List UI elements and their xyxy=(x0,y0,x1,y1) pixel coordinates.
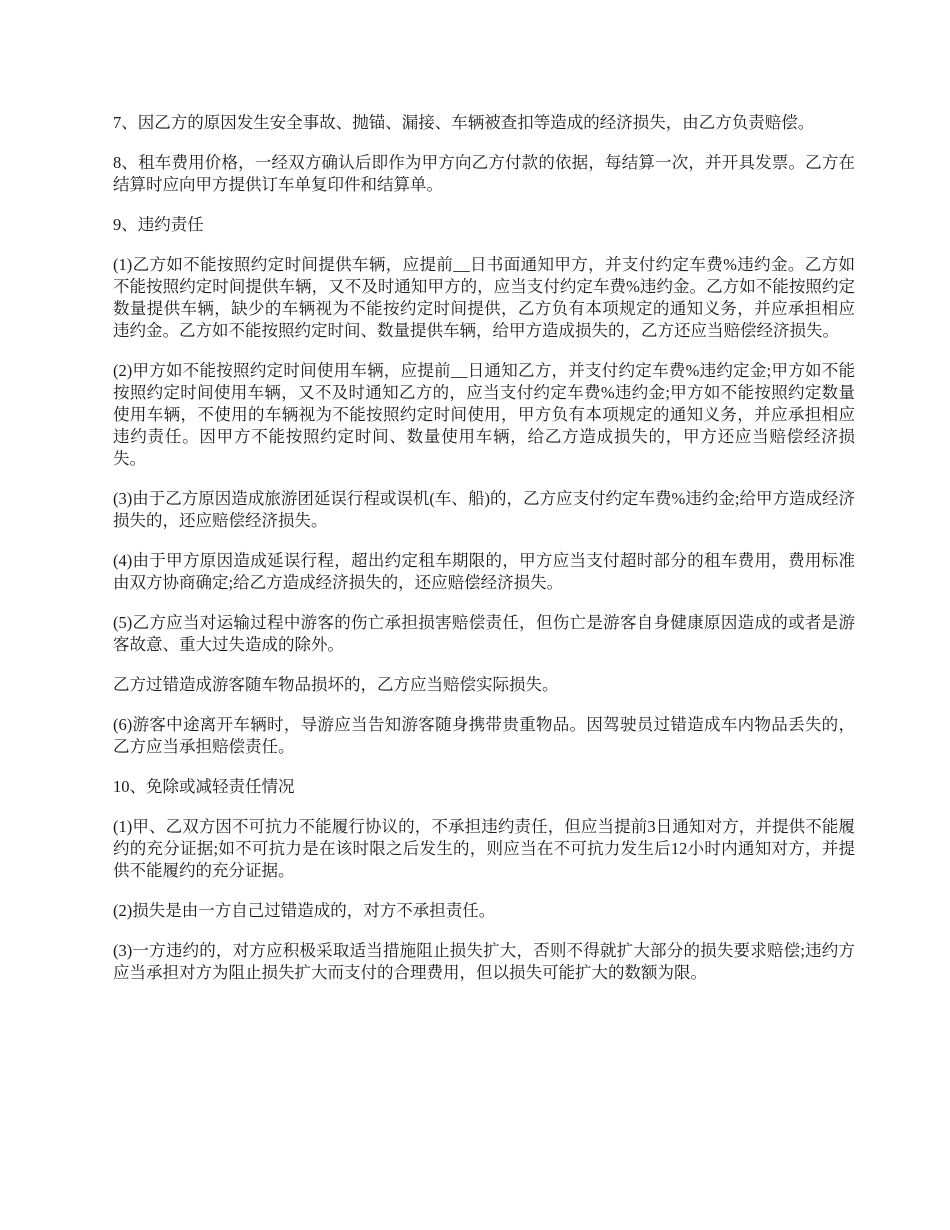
clause-9-2: (2)甲方如不能按照约定时间使用车辆，应提前__日通知乙方，并支付约定车费%违约定金;甲方如不能按照约定时间使用车辆，又不及时通知乙方的，应当支付约定车费%违约金;甲方如不能按照约定数量使用车辆，不使用的车辆视为不能按照约定时间使用，甲方负有本项规定的通知义务，并应承担相应违约责任。因甲方不能按照约定时间、数量使用车辆，给乙方造成损失的，甲方还应当赔偿经济损失。 xyxy=(113,361,855,468)
document-body xyxy=(113,112,855,1002)
clause-8: 8、租车费用价格，一经双方确认后即作为甲方向乙方付款的依据，每结算一次，并开具发票。乙方在结算时应向甲方提供订车单复印件和结算单。 xyxy=(113,153,855,194)
clause-10-1: (1)甲、乙双方因不可抗力不能履行协议的，不承担违约责任，但应当提前3日通知对方，并提供不能履约的充分证据;如不可抗力是在该时限之后发生的，则应当在不可抗力发生后12小时内通知对方，并提供不能履约的充分证据。 xyxy=(113,817,855,880)
clause-9-6: (6)游客中途离开车辆时，导游应当告知游客随身携带贵重物品。因驾驶员过错造成车内物品丢失的，乙方应当承担赔偿责任。 xyxy=(113,715,855,756)
clause-7: 7、因乙方的原因发生安全事故、抛锚、漏接、车辆被查扣等造成的经济损失，由乙方负责赔偿。 xyxy=(113,113,815,132)
clause-9-1: (1)乙方如不能按照约定时间提供车辆，应提前__日书面通知甲方，并支付约定车费%违约金。乙方如不能按照约定时间提供车辆，又不及时通知甲方的，应当支付约定车费%违约金。乙方如不能按照约定数量提供车辆，缺少的车辆视为不能按约定时间提供，乙方负有本项规定的通知义务，并应承担相应违约金。乙方如不能按照约定时间、数量提供车辆，给甲方造成损失的，乙方还应当赔偿经济损失。 xyxy=(113,255,855,340)
clause-9-5-note: 乙方过错造成游客随车物品损坏的，乙方应当赔偿实际损失。 xyxy=(113,675,559,694)
clause-10-2: (2)损失是由一方自己过错造成的，对方不承担责任。 xyxy=(113,901,496,920)
clause-10-3: (3)一方违约的，对方应积极采取适当措施阻止损失扩大，否则不得就扩大部分的损失要求赔偿;违约方应当承担对方为阻止损失扩大而支付的合理费用，但以损失可能扩大的数额为限。 xyxy=(113,941,855,982)
clause-9-5: (5)乙方应当对运输过程中游客的伤亡承担损害赔偿责任，但伤亡是游客自身健康原因造成的或者是游客故意、重大过失造成的除外。 xyxy=(113,613,855,654)
clause-9-4: (4)由于甲方原因造成延误行程，超出约定租车期限的，甲方应当支付超时部分的租车费用，费用标准由双方协商确定;给乙方造成经济损失的，还应赔偿经济损失。 xyxy=(113,551,855,592)
clause-9-3: (3)由于乙方原因造成旅游团延误行程或误机(车、船)的，乙方应支付约定车费%违约金;给甲方造成经济损失的，还应赔偿经济损失。 xyxy=(113,489,855,530)
section-heading-breach-liability: 9、违约责任 xyxy=(113,215,204,234)
section-heading-exemption: 10、免除或减轻责任情况 xyxy=(113,777,295,796)
